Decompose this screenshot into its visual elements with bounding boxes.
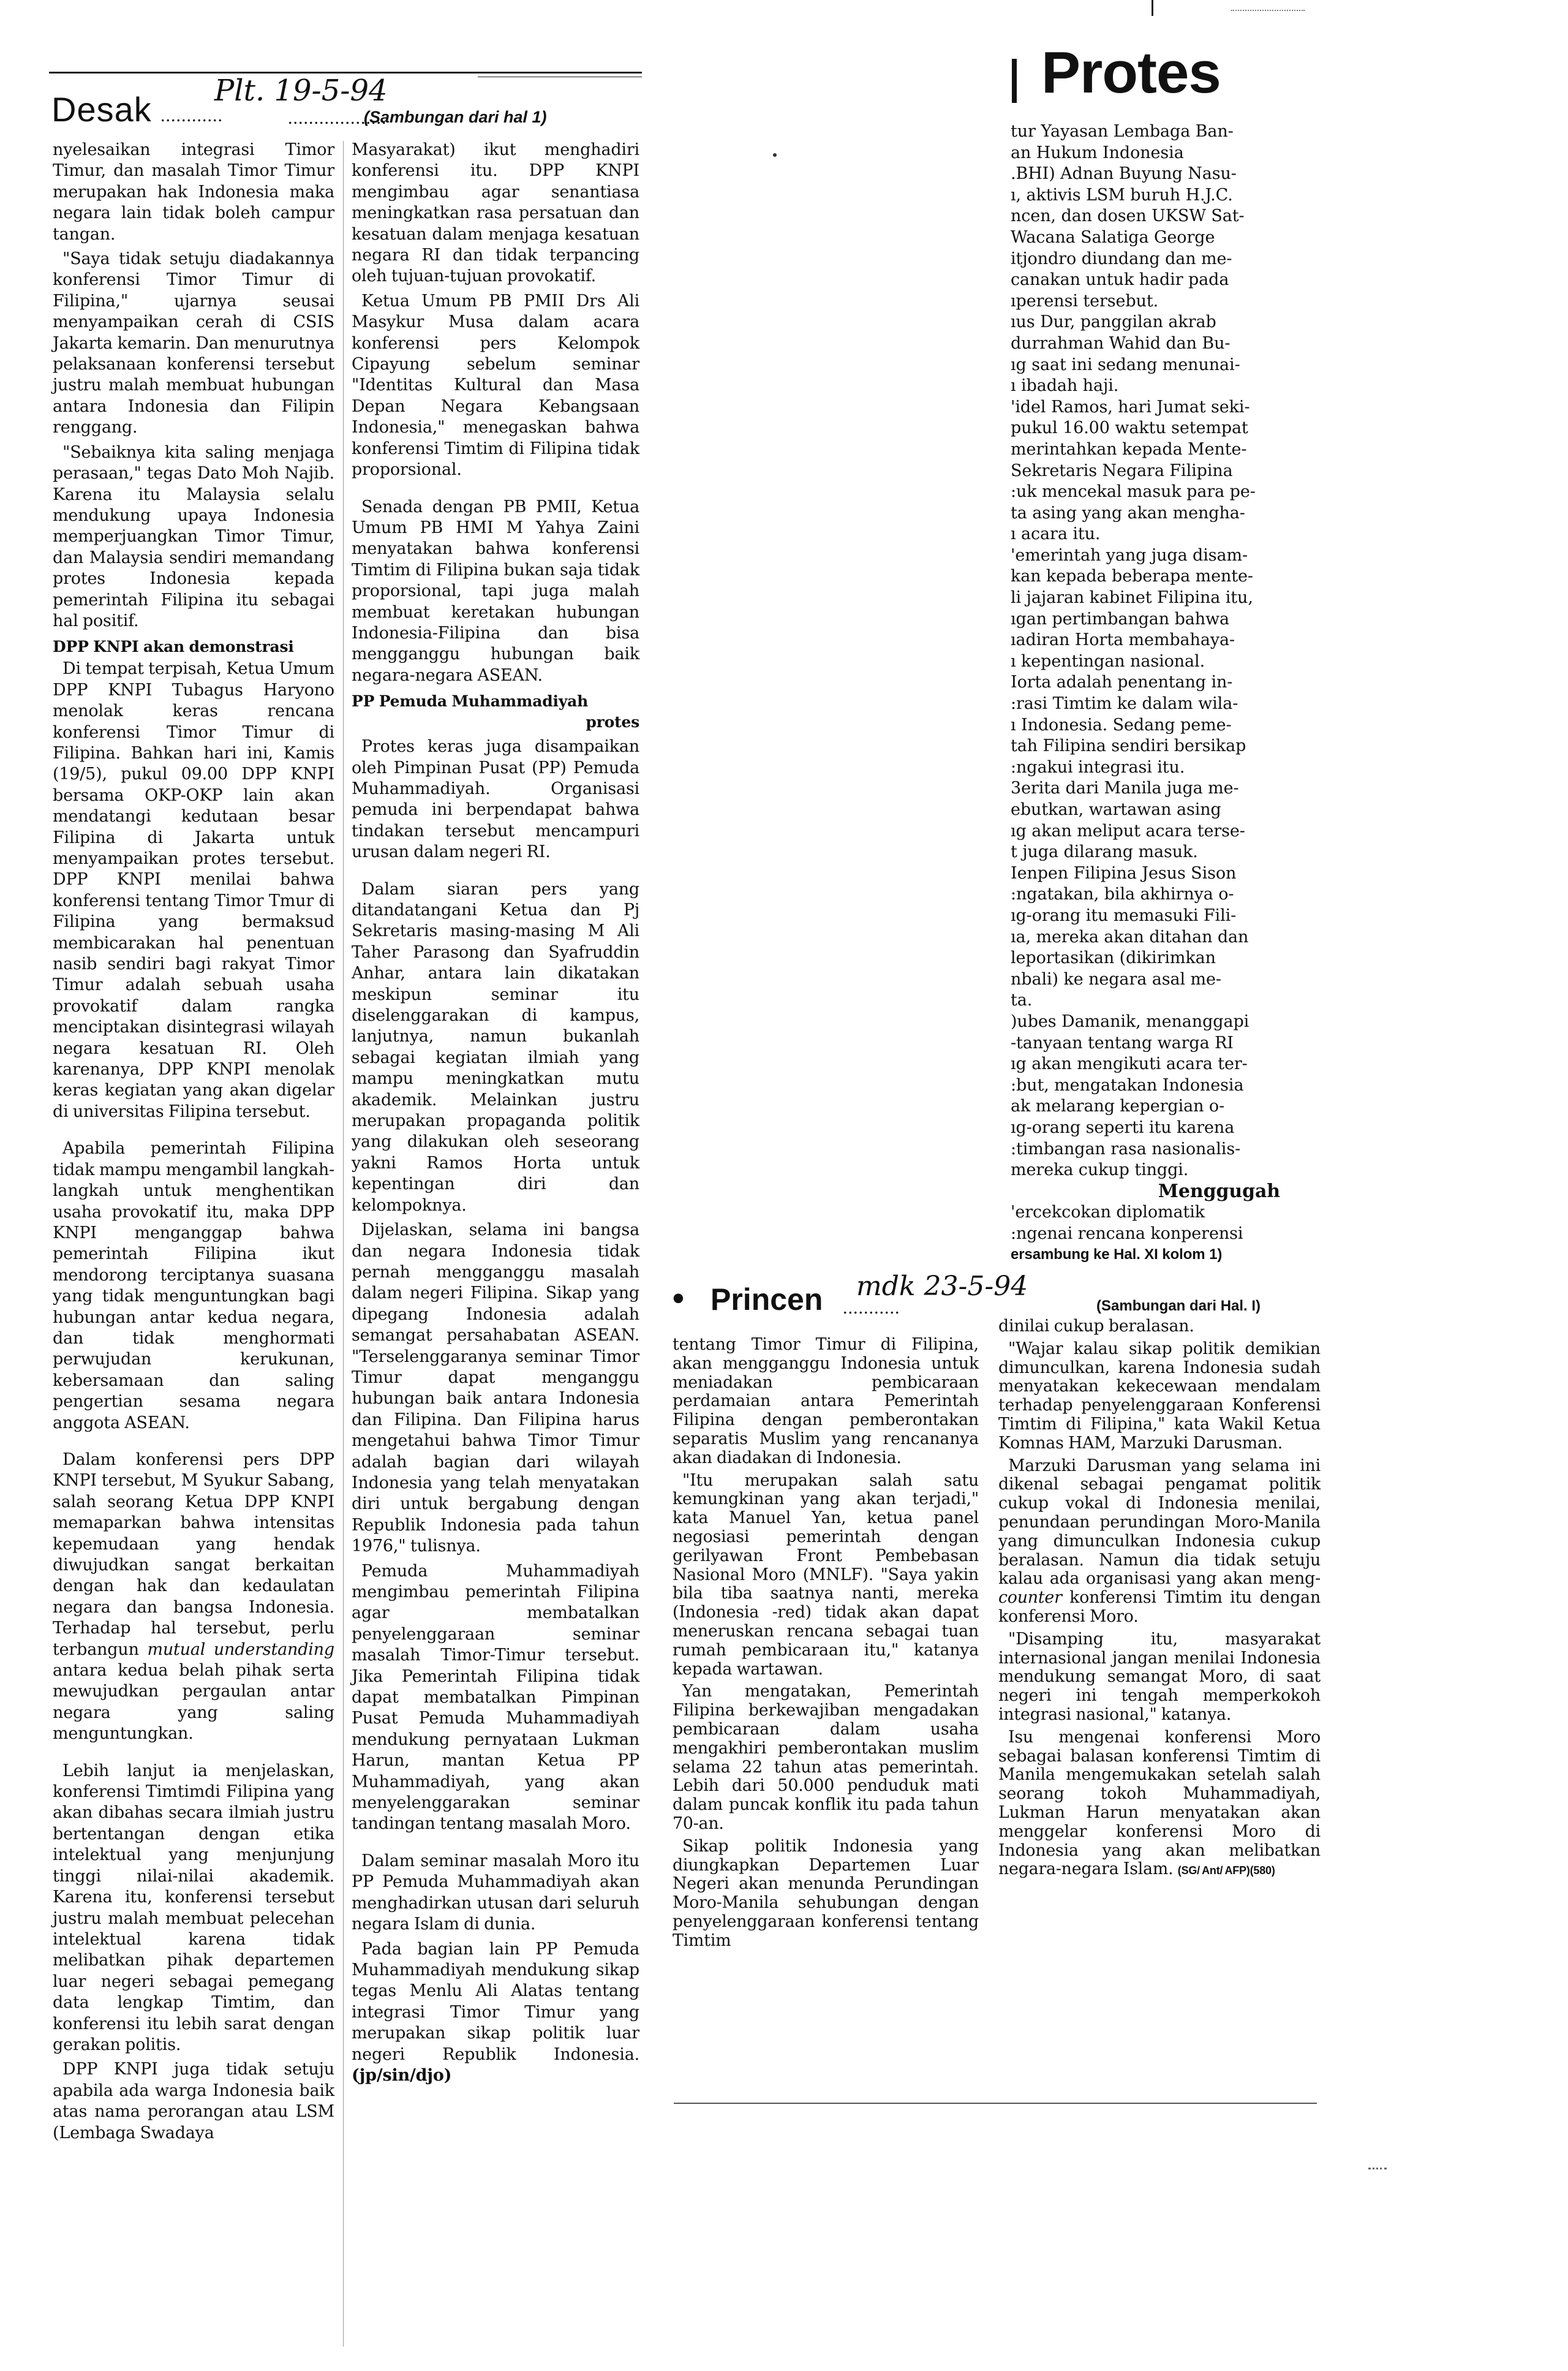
paragraph [998,1728,1321,1880]
text-line: nbali) ke negara asal me- [1011,969,1221,989]
text-line: :uk mencekal masuk para pe- [1011,482,1256,502]
desak-dots: ............ [160,105,223,126]
paragraph: Apabila pemerintah Filipina tidak mampu mengambil langkah-langkah untuk menghentikan usaha provokatif itu, maka DPP KNPI menganggap bahwa pemerintah Filipina ikut mendorong terciptanya suasana yang tidak menguntungkan bagi hubungan antar kedua negara, dan tidak menghormati perwujudan kerukunan, kebersamaan dan saling pengertian sesama negara anggota ASEAN. [53,1139,334,1432]
princen-headline: Princen [710,1282,823,1317]
paragraph: Pemuda Muhammadiyah mengimbau pemerintah Filipina agar membatalkan penyelenggaraan seminar masalah Timor-Timur tersebut. Jika Pemerintah Filipina tidak dapat membatalkan Pimpinan Pusat Pemuda Muhammadiyah mendukung pernyataan Lukman Harun, mantan Ketua PP Muhammadiyah, yang akan menyelenggarakan seminar tandingan tentang masalah Moro. [352,1561,639,1834]
paragraph: "Wajar kalau sikap politik demikian dimunculkan, karena Indonesia sudah menyatakan kekecewaan mendalam terhadap penyelenggaraan Konferensi Timtim di Filipina," kata Wakil Ketua Komnas HAM, Marzuki Darusman. [998,1339,1321,1453]
text-line: :ngenai rencana konperensi [1011,1223,1243,1243]
text-line: ıg-orang seperti itu karena [1011,1117,1235,1137]
paragraph [352,1939,639,2087]
text-line: ı Indonesia. Sedang peme- [1011,715,1232,735]
paragraph: "Saya tidak setuju diadakannya konferensi Timor Timur di Filipina," ujarnya seusai menyampaikan cerah di CSIS Jakarta kemarin. Dan menurutnya pelaksanaan konferensi tersebut justru malah membuat hubungan antara Indonesia dan Filipin renggang. [53,249,334,437]
paragraph: Senada dengan PB PMII, Ketua Umum PB HMI M Yahya Zaini menyatakan bahwa konferensi Timtim di Filipina bukan saja tidak proporsional, tapi juga malah membuat keretakan hubungan Indonesia-Filipina dan bisa mengganggu hubungan baik negara-negara ASEAN. [352,497,639,685]
subheading-knpi: DPP KNPI akan demonstrasi [53,638,294,656]
text-line: :ngatakan, bila akhirnya o- [1011,885,1234,904]
top-right-specks [1231,10,1305,11]
desak-column-1 [53,140,334,2147]
top-right-tick [1152,0,1153,16]
paragraph: Di tempat terpisah, Ketua Umum DPP KNPI Tubagus Haryono menolak keras rencana konferensi Timor Timur di Filipina. Bahkan hari ini, Kamis (19/5), pukul 09.00 DPP KNPI bersama OKP-OKP lain akan mendatangi kedutaan besar Filipina di Jakarta untuk menyampaikan protes tersebut. DPP KNPI menilai bahwa konferensi tentang Timor Tmur di Filipina yang bermaksud membicarakan hal penentuan nasib sendiri bagi rakyat Timor Timur adalah sebuah usaha provokatif dalam rangka menciptakan disintegrasi wilayah negara kesatuan RI. Oleh karenanya, DPP KNPI menolak keras kegiatan yang akan digelar di universitas Filipina tersebut. [53,659,334,1121]
paragraph: Protes keras juga disampaikan oleh Pimpinan Pusat (PP) Pemuda Muhammadiyah. Organisasi pemuda ini berpendapat bahwa tindakan tersebut mencampuri urusan dalam negeri RI. [352,737,639,862]
princen-bullet: • [673,1280,684,1317]
text-line: ıg-orang itu memasuki Fili- [1011,906,1237,925]
paragraph: Yan mengatakan, Pemerintah Filipina berkewajiban mengadakan pembicaraan dalam usaha mengakhiri pemberontakan muslim selama 22 tahun atas pemerintah. Lebih dari 50.000 penduduk mati dalam puncak konflik itu pada tahun 70-an. [673,1682,979,1833]
princen-handwritten-date: mdk 23-5-94 [856,1271,1028,1302]
text-run: konferensi Timtim itu dengan konferensi Moro. [998,1588,1321,1626]
text-line: kan kepada beberapa mente- [1011,567,1253,586]
paragraph: Lebih lanjut ia menjelaskan, konferensi Timtimdi Filipina yang akan dibahas secara ilmiah justru bertentangan dengan etika intelektual yang menjunjung tinggi nilai-nilai akademik. Karena itu, konferensi tersebut justru malah membuat pelecehan intelektual karena tidak melibatkan pihak departemen luar negeri sebagai pemegang data lengkap Timtim, dan konferensi itu lebih sarat dengan gerakan politis. [53,1761,334,2054]
paragraph: Dijelaskan, selama ini bangsa dan negara Indonesia tidak pernah mengganggu masalah dalam negeri Filipina. Sikap yang dipegang Indonesia adalah semangat persahabatan ASEAN. "Terselenggaranya seminar Timor Timur dapat menganggu hubungan baik antara Indonesia dan Filipina. Dan Filipina harus mengetahui bahwa Timor Timur adalah bagian dari wilayah Indonesia yang telah menyatakan diri untuk bergabung dengan Republik Indonesia pada tahun 1976," tulisnya. [352,1220,639,1556]
bottom-right-specks [1368,2168,1387,2169]
protes-bar [1012,59,1017,103]
text-line: ı acara itu. [1011,524,1101,544]
text-line: mereka cukup tinggi. [1011,1160,1189,1180]
desak-column-2 [352,140,639,2090]
text-line: pukul 16.00 waktu setempat [1011,418,1248,438]
desak-headline: Desak [51,90,152,129]
text-line: ı ibadah haji. [1011,376,1119,396]
text-line: ta. [1011,991,1033,1010]
paragraph: "Disamping itu, masyarakat internasional jangan menilai Indonesia mendukung semangat Moro, di saat negeri ini tengah memperkokoh integrasi nasional," katanya. [998,1629,1321,1724]
text-line: li jajaran kabinet Filipina itu, [1011,588,1253,608]
text-line: :but, mengatakan Indonesia [1011,1075,1244,1095]
paragraph: Masyarakat) ikut menghadiri konferensi itu. DPP KNPI mengimbau agar senantiasa meningkatkan rasa persatuan dan kesatuan dalam menjaga kesatuan negara RI dan tidak terpancing oleh tujuan-tujuan provokatif. [352,140,639,286]
text-line: ıg akan mengikuti acara ter- [1011,1054,1248,1074]
text-line: ncen, dan dosen UKSW Sat- [1011,206,1245,226]
text-line: ı, aktivis LSM buruh H.J.C. [1011,185,1233,205]
text-line: :timbangan rasa nasionalis- [1011,1139,1241,1159]
text-line: itjondro diundang dan me- [1011,249,1232,268]
italic-term: counter [998,1588,1062,1608]
text-run: Dalam konferensi pers DPP KNPI tersebut, M Syukur Sabang, salah seorang Ketua DPP KNPI memaparkan bahwa intensitas kepemudaan yang hendak diwujudkan sangat berkaitan dengan hak dan kedaulatan negara dan bangsa Indonesia. Terhadap hal tersebut, perlu terbangun [53,1450,334,1659]
paragraph: nyelesaikan integrasi Timor Timur, dan masalah Timor Timur merupakan hak Indonesia maka negara lain tidak boleh campur tangan. [53,140,334,244]
text-run: Isu mengenai konferensi Moro sebagai balasan konferensi Timtim di Manila mengemukakan setelah salah seorang tokoh Muhammadiyah, Lukman Harun menyatakan akan menggelar konferensi Moro di Indonesia yang akan melibatkan negara-negara Islam. [998,1727,1321,1879]
text-line: an Hukum Indonesia [1011,143,1184,162]
paragraph: Sikap politik Indonesia yang diungkapkan Departemen Luar Negeri akan menunda Perundingan Moro-Manila sehubungan dengan penyelenggaraan konferensi tentang Timtim [673,1836,979,1950]
text-line: .BHI) Adnan Buyung Nasu- [1011,164,1237,184]
princen-bottom-rule [674,2103,1317,2104]
text-line: Sekretaris Negara Filipina [1011,461,1233,480]
text-line: ak melarang kepergian o- [1011,1097,1225,1116]
text-line: -tanyaan tentang warga RI [1011,1033,1234,1053]
paragraph: "Sebaiknya kita saling menjaga perasaan," tegas Dato Moh Najib. Karena itu Malaysia selalu mendukung upaya Indonesia memperjuangkan Timor Timur, dan Malaysia sendiri memandang protes Indonesia kepada pemerintah Filipina itu sebagai hal positif. [53,442,334,630]
protes-column [1011,121,1305,1273]
princen-column-2 [998,1317,1321,1884]
text-line: ta asing yang akan mengha- [1011,503,1245,523]
text-line: Ienpen Filipina Jesus Sison [1011,863,1237,883]
text-line: 'idel Ramos, hari Jumat seki- [1011,397,1250,417]
text-line: t juga dilarang masuk. [1011,842,1198,862]
paragraph: dinilai cukup beralasan. [998,1317,1194,1336]
text-line: canakan untuk hadir pada [1011,270,1229,290]
text-line: 'emerintah yang juga disam- [1011,545,1248,565]
text-line: tur Yayasan Lembaga Ban- [1011,122,1234,141]
subheading-menggugah: Menggugah [1158,1180,1280,1202]
text-line: ıus Dur, panggilan akrab [1011,312,1216,332]
text-line: :ngakui integrasi itu. [1011,757,1185,777]
text-line: ı kepentingan nasional. [1011,651,1205,671]
desak-dots-2: ................... [288,108,387,128]
text-line: tah Filipina sendiri bersikap [1011,736,1246,756]
text-line: 3erita dari Manila juga me- [1011,779,1239,798]
continued-note: ersambung ke Hal. XI kolom 1) [1011,1246,1223,1263]
italic-term: mutual understanding [147,1639,334,1659]
text-line: leportasikan (dikirimkan [1011,948,1216,968]
text-line: ebutkan, wartawan asing [1011,800,1221,819]
desak-continuation: (Sambungan dari hal 1) [364,108,547,126]
text-line: ıg saat ini sedang menunai- [1011,355,1240,374]
text-line: ıgan pertimbangan bahwa [1011,609,1230,629]
text-line: :rasi Timtim ke dalam wila- [1011,694,1238,714]
desak-column-divider [343,141,344,2346]
text-run: antara kedua belah pihak serta mewujudkan pergaulan antar negara yang saling menguntungkan. [53,1661,334,1744]
paragraph [998,1457,1321,1627]
desak-handwritten-date: Plt. 19-5-94 [214,74,388,108]
text-line: ıa, mereka akan ditahan dan [1011,927,1249,947]
text-line: )ubes Damanik, menanggapi [1011,1012,1250,1031]
text-line: ıperensi tersebut. [1011,291,1159,311]
princen-column-1 [673,1336,979,1954]
text-run: Pada bagian lain PP Pemuda Muhammadiyah mendukung sikap tegas Menlu Ali Alatas tentang integrasi Timor Timur yang merupakan sikap politik luar negeri Republik Indonesia. [352,1939,639,2064]
text-line: Iorta adalah penentang in- [1011,673,1233,692]
princen-continuation: (Sambungan dari Hal. I) [1096,1298,1261,1314]
paragraph: Dalam seminar masalah Moro itu PP Pemuda Muhammadiyah akan menghadirkan utusan dari seluruh negara Islam di dunia. [352,1851,639,1934]
subheading-muhammadiyah: PP Pemuda Muhammadiyah [352,692,589,711]
text-run: Marzuki Darusman yang selama ini dikenal sebagai pengamat politik cukup vokal di Indonesia menilai, penundaan perundingan Moro-Manila yang dimunculkan Indonesia cukup beralasan. Namun dia tidak setuju kalau ada organisasi yang akan meng- [998,1456,1321,1589]
paragraph: tentang Timor Timur di Filipina, akan mengganggu Indonesia untuk meniadakan pembicaraan perdamaian antara Pemerintah Filipina dengan pemberontakan separatis Muslim yang rencananya akan diadakan di Indonesia. [673,1335,979,1467]
text-line: durrahman Wahid dan Bu- [1011,333,1231,353]
paragraph: DPP KNPI juga tidak setuju apabila ada warga Indonesia baik atas nama perorangan atau LSM (Lembaga Swadaya [53,2060,334,2142]
stray-dot [773,153,777,157]
princen-dots: ........... [843,1298,900,1318]
credit: (SG/ Ant/ AFP)(580) [1177,1864,1275,1877]
text-line: ıadiran Horta membahaya- [1011,630,1235,650]
text-line: merintahkan kepada Mente- [1011,439,1247,459]
paragraph: Ketua Umum PB PMII Drs Ali Masykur Musa dalam acara konferensi pers Kelompok Cipayung sebelum seminar "Identitas Kultural dan Masa Depan Negara Kebangsaan Indonesia," menegaskan bahwa konferensi Timtim di Filipina tidak proporsional. [352,291,639,480]
text-line: Wacana Salatiga George [1011,227,1215,247]
text-line: ıg akan meliput acara terse- [1011,821,1245,841]
protes-headline: Protes [1041,40,1221,105]
paragraph: "Itu merupakan salah satu kemungkinan yang akan terjadi," kata Manuel Yan, ketua panel negosiasi pemerintah dengan gerilyawan Front Pembebasan Nasional Moro (MNLF). "Saya yakin bila tiba saatnya nanti, mereka (Indonesia -red) tidak akan dapat meneruskan rencana sebagai tuan rumah pembicaraan itu," katanya kepada wartawan. [673,1470,979,1679]
subheading-muhammadiyah-2: protes [586,713,639,732]
paragraph [53,1450,334,1745]
text-line: 'ercekcokan diplomatik [1011,1203,1205,1222]
paragraph: Dalam siaran pers yang ditandatangani Ketua dan Pj Sekretaris masing-masing M Ali Taher Parasong dan Syafruddin Anhar, antara lain dikatakan meskipun seminar itu diselenggarakan di kampus, lanjutnya, namun bukanlah sebagai kegiatan ilmiah yang mampu meningkatkan mutu akademik. Melainkan justru merupakan propaganda politik yang dilakukan oleh seseorang yakni Ramos Horta untuk kepentingan diri dan kelompoknya. [352,879,639,1215]
byline: (jp/sin/djo) [352,2065,452,2085]
